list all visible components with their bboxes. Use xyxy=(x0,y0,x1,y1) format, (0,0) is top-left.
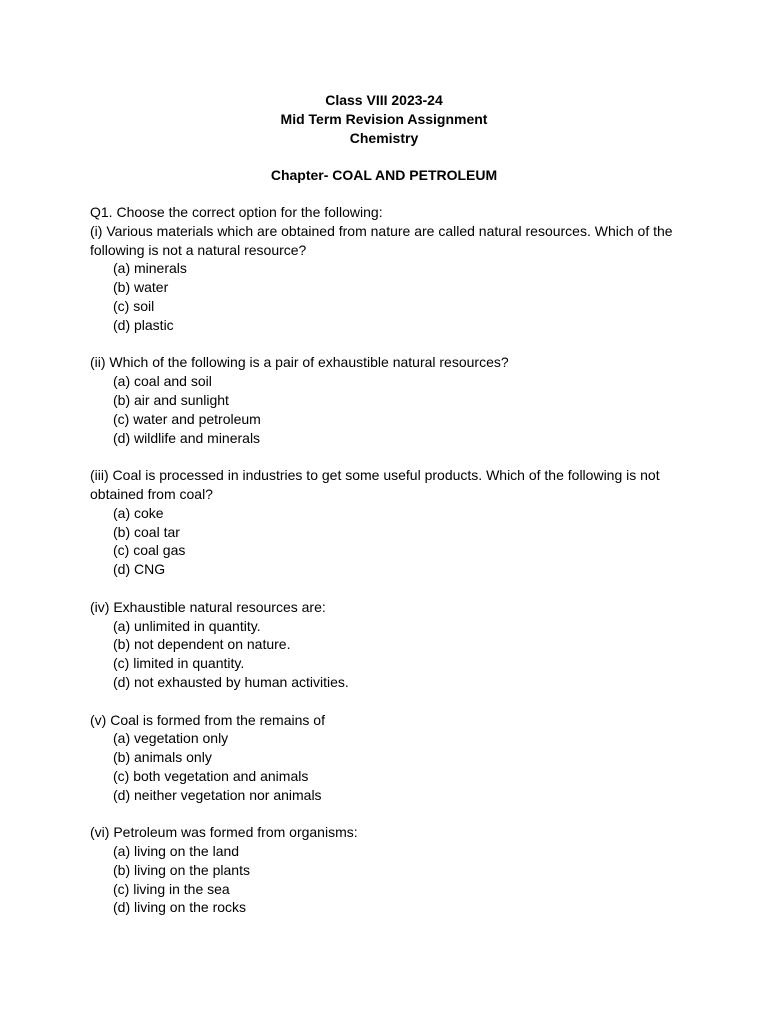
option-b: (b) coal tar xyxy=(113,523,180,540)
document-header xyxy=(0,91,768,148)
option-d: (d) wildlife and minerals xyxy=(113,429,261,446)
option-list xyxy=(90,372,680,447)
option-a: (a) coke xyxy=(113,504,164,521)
question-section xyxy=(90,203,680,917)
option-list xyxy=(90,729,680,804)
question-item-vi xyxy=(90,823,680,917)
option-c: (c) living in the sea xyxy=(113,880,230,897)
option-d: (d) plastic xyxy=(113,316,174,333)
option-c: (c) limited in quantity. xyxy=(113,655,245,672)
option-d: (d) CNG xyxy=(113,561,166,578)
option-d: (d) living on the rocks xyxy=(113,899,247,916)
option-b: (b) living on the plants xyxy=(113,861,250,878)
option-list xyxy=(90,259,680,334)
subject-title: Chemistry xyxy=(349,130,419,146)
option-c: (c) soil xyxy=(113,297,155,314)
question-text: (vi) Petroleum was formed from organisms: xyxy=(90,824,358,841)
option-a: (a) coal and soil xyxy=(113,373,212,390)
option-list xyxy=(90,504,680,579)
q1-instruction: Q1. Choose the correct option for the following: xyxy=(90,204,383,220)
question-text: (v) Coal is formed from the remains of xyxy=(90,711,325,728)
question-text: (i) Various materials which are obtained from nature are called natural resources. Which of the following is not a natural resource? xyxy=(90,222,673,258)
assignment-title: Mid Term Revision Assignment xyxy=(280,111,488,127)
option-c: (c) coal gas xyxy=(113,542,186,559)
chapter-heading: Chapter- COAL AND PETROLEUM xyxy=(270,167,498,183)
class-title: Class VIII 2023-24 xyxy=(325,92,443,108)
option-b: (b) water xyxy=(113,279,169,296)
option-a: (a) unlimited in quantity. xyxy=(113,617,261,634)
option-b: (b) not dependent on nature. xyxy=(113,636,291,653)
question-item-v xyxy=(90,711,680,805)
question-item-iii xyxy=(90,466,680,579)
question-item-i xyxy=(90,222,680,335)
option-c: (c) both vegetation and animals xyxy=(113,767,309,784)
option-b: (b) animals only xyxy=(113,749,212,766)
question-text: (ii) Which of the following is a pair of exhaustible natural resources? xyxy=(90,354,509,371)
option-c: (c) water and petroleum xyxy=(113,410,261,427)
question-item-iv xyxy=(90,598,680,692)
option-d: (d) not exhausted by human activities. xyxy=(113,673,349,690)
option-b: (b) air and sunlight xyxy=(113,391,229,408)
option-list xyxy=(90,617,680,692)
question-text: (iv) Exhaustible natural resources are: xyxy=(90,598,326,615)
option-a: (a) vegetation only xyxy=(113,730,229,747)
question-text: (iii) Coal is processed in industries to get some useful products. Which of the following is not obtained from coal? xyxy=(90,467,660,502)
option-a: (a) minerals xyxy=(113,260,187,277)
question-item-ii xyxy=(90,353,680,447)
option-a: (a) living on the land xyxy=(113,843,240,860)
option-list xyxy=(90,842,680,917)
option-d: (d) neither vegetation nor animals xyxy=(113,786,322,803)
